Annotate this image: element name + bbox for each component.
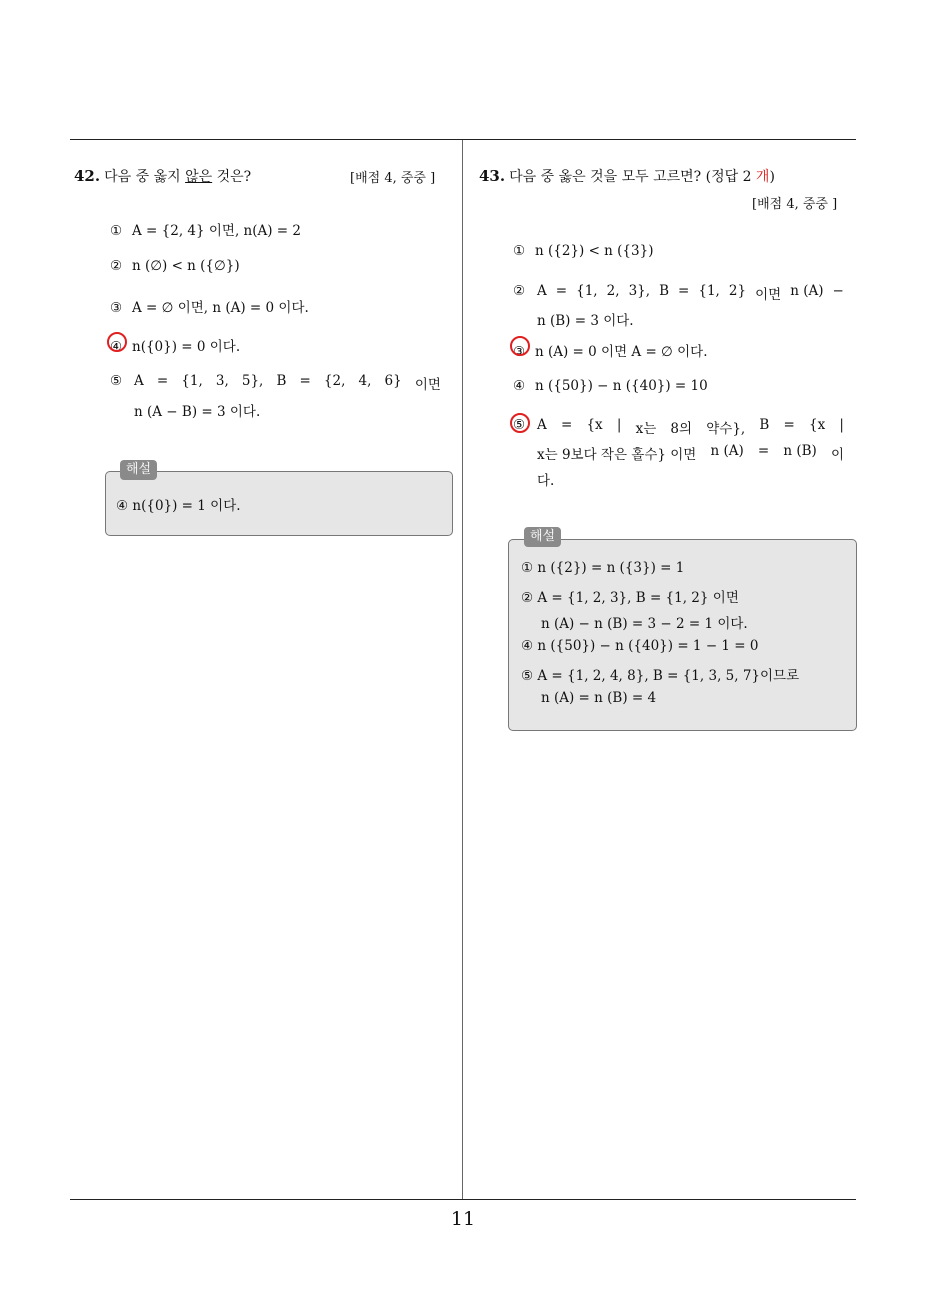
q43-solution-box <box>508 539 857 731</box>
q43-option-2-part: {1, <box>698 283 720 299</box>
q42-solution-box <box>105 471 453 536</box>
q43-score: [배점 4, 중중 ] <box>752 197 838 212</box>
q42-option-5-part: 3, <box>215 373 229 389</box>
q42-option-2-text: n (∅) < n ({∅}) <box>132 258 240 274</box>
q43-option-1-mark: ① <box>513 243 526 259</box>
q43-option-2-part: A <box>537 283 547 299</box>
q43-answer-circle-5 <box>510 413 530 433</box>
q42-option-4[interactable] <box>110 335 240 355</box>
q42-stem-prefix: 다음 중 옳지 <box>104 169 186 185</box>
q42-stem <box>74 166 251 186</box>
q43-option-5-mark: ⑤ <box>513 417 526 433</box>
q43-option-5-line1 <box>537 417 844 437</box>
q43-solution-line-5: ⑤ A = {1, 2, 4, 8}, B = {1, 3, 5, 7}이므로 <box>521 668 800 684</box>
q43-option-5-part: {x <box>586 417 603 433</box>
q43-option-2-part: − <box>832 283 844 299</box>
q43-option-5-part: 8의 <box>670 421 693 437</box>
q43-option-5-cont-part: n (B) <box>783 443 817 459</box>
q43-option-2-part: 이면 <box>755 287 782 303</box>
bottom-rule <box>70 1199 856 1200</box>
q43-solution-line-2: ② A = {1, 2, 3}, B = {1, 2} 이면 <box>521 590 739 606</box>
q43-option-5-part: = <box>783 417 795 433</box>
q43-option-5-line3: 다. <box>537 473 555 489</box>
q42-option-5-line2: n (A − B) = 3 이다. <box>134 404 261 420</box>
q42-option-4-mark: ④ <box>110 339 123 355</box>
q43-option-2-line1 <box>537 283 844 303</box>
q43-solution-line-3: n (A) − n (B) = 3 − 2 = 1 이다. <box>541 616 748 632</box>
q42-option-5-part: B <box>276 373 287 389</box>
q43-option-5-part: A <box>537 417 547 433</box>
q42-option-5-part: 6} <box>384 373 402 389</box>
q42-option-5-part: {2, <box>323 373 346 389</box>
q43-option-5-part: 약수}, <box>706 421 746 437</box>
q43-option-2-part: {1, <box>576 283 598 299</box>
q43-option-2-part: n (A) <box>790 283 824 299</box>
top-rule <box>70 139 856 140</box>
q42-option-5-mark-wrap[interactable] <box>110 373 132 389</box>
q43-solution-line-6: n (A) = n (B) = 4 <box>541 690 657 706</box>
q42-option-3[interactable] <box>110 296 309 316</box>
q42-option-1-mark: ① <box>110 223 123 239</box>
q43-option-2-mark-wrap[interactable] <box>513 283 535 299</box>
q42-option-3-mark: ③ <box>110 300 123 316</box>
q42-option-3-text: A = ∅ 이면, n (A) = 0 이다. <box>132 300 309 316</box>
q43-option-4-text: n ({50}) − n ({40}) = 10 <box>535 378 708 394</box>
q42-stem-underlined: 않은 <box>185 169 213 185</box>
q42-solution-line: ④ n({0}) = 1 이다. <box>116 498 241 514</box>
q43-option-1-text: n ({2}) < n ({3}) <box>535 243 654 259</box>
q43-option-5-part: = <box>560 417 573 433</box>
q43-number: 43. <box>479 167 506 185</box>
q43-option-5-part: | <box>616 417 622 433</box>
q42-option-1[interactable] <box>110 219 301 239</box>
q42-option-5-part: = <box>299 373 311 389</box>
q42-option-5-line1 <box>134 373 441 393</box>
q42-option-5-part: {1, <box>181 373 203 389</box>
q42-option-5-part: 5}, <box>241 373 264 389</box>
q43-option-5-part: {x <box>809 417 826 433</box>
q43-stem-highlight: 개 <box>755 169 770 185</box>
q43-stem-text: 다음 중 옳은 것을 모두 고르면? (정답 2 <box>509 169 756 185</box>
q43-option-2-part: 2, <box>606 283 620 299</box>
q43-option-5-cont-part: = <box>757 443 770 459</box>
q42-option-2[interactable] <box>110 258 240 274</box>
q43-option-5-part: x는 <box>635 421 657 437</box>
q42-option-5-part: 이면 <box>414 377 441 393</box>
q42-option-5-mark: ⑤ <box>110 373 123 389</box>
q43-solution-label: 해설 <box>524 527 561 547</box>
q43-option-2-part: = <box>555 283 568 299</box>
q43-option-5-cont-part: n (A) <box>710 443 744 459</box>
q43-option-2-line2: n (B) = 3 이다. <box>537 313 634 329</box>
q42-stem-suffix: 것은? <box>212 169 252 185</box>
page-number: 11 <box>450 1208 476 1230</box>
q43-option-5-part: | <box>839 417 844 433</box>
q43-option-1[interactable] <box>513 243 653 259</box>
q43-option-3-mark: ③ <box>513 344 526 360</box>
q43-option-5-cont-part: x는 9보다 작은 홀수} 이면 <box>537 447 697 463</box>
q43-stem <box>479 166 775 186</box>
q43-answer-circle-3 <box>510 336 530 356</box>
q42-option-5-part: A <box>134 373 144 389</box>
q42-option-5-part: = <box>156 373 169 389</box>
q42-score: [배점 4, 중중 ] <box>350 171 436 186</box>
q43-option-3[interactable] <box>513 340 707 360</box>
q42-option-5-part: 4, <box>358 373 372 389</box>
q43-option-2-part: 3}, <box>628 283 651 299</box>
column-divider <box>462 140 463 1200</box>
q42-number: 42. <box>74 167 101 185</box>
q43-option-2-mark: ② <box>513 283 526 299</box>
q43-option-5-cont-part: 이 <box>830 447 844 463</box>
q43-solution-line-4: ④ n ({50}) − n ({40}) = 1 − 1 = 0 <box>521 638 759 654</box>
q43-stem-close: ) <box>769 169 775 185</box>
q42-option-2-mark: ② <box>110 258 123 274</box>
q43-option-2-part: B <box>659 283 669 299</box>
q43-solution-line-1: ① n ({2}) = n ({3}) = 1 <box>521 560 685 576</box>
q43-option-4-mark: ④ <box>513 378 526 394</box>
q43-option-3-text: n (A) = 0 이면 A = ∅ 이다. <box>535 344 708 360</box>
q42-solution-label: 해설 <box>120 460 157 480</box>
q43-option-5-line2 <box>537 443 844 463</box>
q42-option-4-text: n({0}) = 0 이다. <box>132 339 241 355</box>
q43-option-2-part: = <box>678 283 690 299</box>
q42-option-1-text: A = {2, 4} 이면, n(A) = 2 <box>132 223 301 239</box>
q43-option-4[interactable] <box>513 378 708 394</box>
q43-option-5-part: B <box>759 417 770 433</box>
q43-option-2-part: 2} <box>728 283 747 299</box>
q42-answer-circle <box>107 332 127 352</box>
